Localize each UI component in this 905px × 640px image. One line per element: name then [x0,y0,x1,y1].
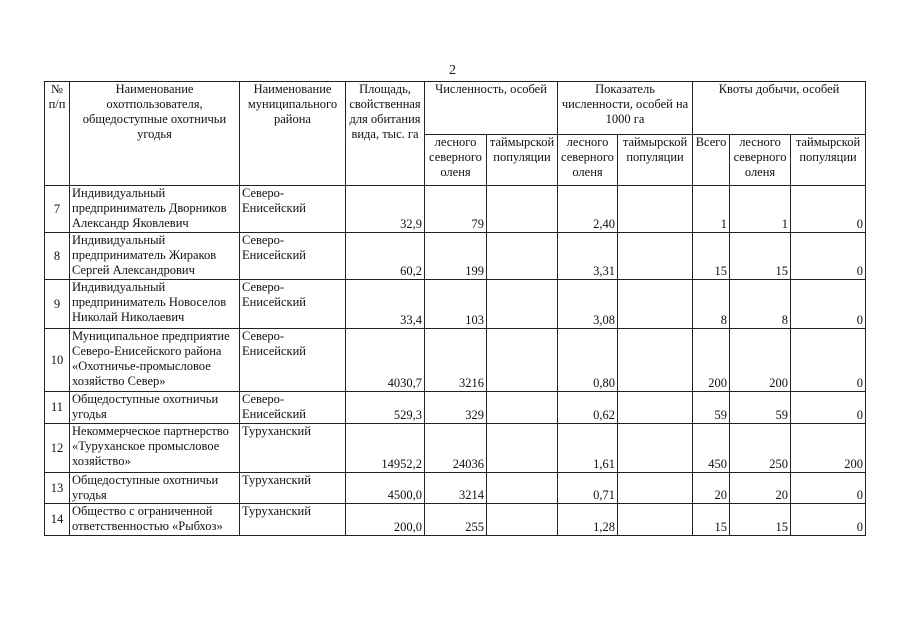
count-forest-value: 255 [425,504,487,536]
row-number: 13 [45,473,70,504]
table-row [45,392,866,424]
quota-forest-value: 15 [730,504,791,536]
count-forest-value: 3214 [425,473,487,504]
table-row [45,473,866,504]
density-forest-value: 0,80 [558,329,618,392]
header-density-taimyr: таймырской популяции [618,135,693,186]
row-number: 9 [45,280,70,329]
count-taimyr-value [487,504,558,536]
table-row [45,233,866,280]
header-user: Наименование охотпользователя, общедоступные охотничьи угодья [70,82,240,186]
district-name: Туруханский [240,424,346,473]
quota-taimyr-value: 0 [791,329,866,392]
header-count: Численность, особей [425,82,558,135]
count-forest-value: 24036 [425,424,487,473]
area-value: 200,0 [346,504,425,536]
density-taimyr-value [618,473,693,504]
hunting-user-name: Муниципальное предприятие Северо-Енисейского района «Охотничье-промысловое хозяйство Север» [70,329,240,392]
header-area: Площадь, свойственная для обитания вида, тыс. га [346,82,425,186]
density-forest-value: 3,31 [558,233,618,280]
count-forest-value: 329 [425,392,487,424]
count-taimyr-value [487,233,558,280]
row-number: 11 [45,392,70,424]
row-number: 10 [45,329,70,392]
hunting-user-name: Индивидуальный предприниматель Дворников Александр Яковлевич [70,186,240,233]
quota-taimyr-value: 0 [791,280,866,329]
quota-forest-value: 59 [730,392,791,424]
area-value: 4030,7 [346,329,425,392]
density-taimyr-value [618,504,693,536]
header-quota-forest: лесного северного оленя [730,135,791,186]
hunting-user-name: Общедоступные охотничьи угодья [70,473,240,504]
district-name: Северо-Енисейский [240,280,346,329]
count-forest-value: 3216 [425,329,487,392]
table-row [45,504,866,536]
district-name: Северо-Енисейский [240,233,346,280]
header-quota: Квоты добычи, особей [693,82,866,135]
density-taimyr-value [618,329,693,392]
table-row [45,280,866,329]
row-number: 8 [45,233,70,280]
table-row [45,186,866,233]
hunting-user-name: Индивидуальный предприниматель Новоселов Николай Николаевич [70,280,240,329]
density-taimyr-value [618,233,693,280]
quota-total-value: 1 [693,186,730,233]
density-forest-value: 1,61 [558,424,618,473]
count-taimyr-value [487,186,558,233]
density-taimyr-value [618,424,693,473]
quota-total-value: 15 [693,233,730,280]
header-quota-total: Всего [693,135,730,186]
quota-total-value: 15 [693,504,730,536]
quota-total-value: 59 [693,392,730,424]
table-row [45,329,866,392]
area-value: 4500,0 [346,473,425,504]
header-quota-taimyr: таймырской популяции [791,135,866,186]
district-name: Туруханский [240,473,346,504]
hunting-user-name: Общество с ограниченной ответственностью «Рыбхоз» [70,504,240,536]
hunting-user-name: Индивидуальный предприниматель Жираков Сергей Александрович [70,233,240,280]
density-taimyr-value [618,186,693,233]
count-taimyr-value [487,424,558,473]
header-count-taimyr: таймырской популяции [487,135,558,186]
quota-taimyr-value: 0 [791,473,866,504]
density-forest-value: 3,08 [558,280,618,329]
row-number: 7 [45,186,70,233]
quota-taimyr-value: 0 [791,504,866,536]
hunting-user-name: Общедоступные охотничьи угодья [70,392,240,424]
quota-forest-value: 20 [730,473,791,504]
quota-taimyr-value: 200 [791,424,866,473]
quota-taimyr-value: 0 [791,233,866,280]
area-value: 529,3 [346,392,425,424]
header-density-forest: лесного северного оленя [558,135,618,186]
density-forest-value: 1,28 [558,504,618,536]
table-row [45,424,866,473]
header-count-forest: лесного северного оленя [425,135,487,186]
hunting-user-name: Некоммерческое партнерство «Туруханское промысловое хозяйство» [70,424,240,473]
quota-forest-value: 200 [730,329,791,392]
quota-forest-value: 15 [730,233,791,280]
count-taimyr-value [487,473,558,504]
quota-table [44,81,866,536]
district-name: Северо-Енисейский [240,329,346,392]
count-taimyr-value [487,280,558,329]
quota-total-value: 8 [693,280,730,329]
quota-taimyr-value: 0 [791,186,866,233]
count-forest-value: 79 [425,186,487,233]
quota-total-value: 20 [693,473,730,504]
count-taimyr-value [487,329,558,392]
count-forest-value: 199 [425,233,487,280]
row-number: 14 [45,504,70,536]
density-taimyr-value [618,392,693,424]
header-density: Показатель численности, особей на 1000 га [558,82,693,135]
density-forest-value: 0,71 [558,473,618,504]
header-district: Наименование муниципального района [240,82,346,186]
area-value: 32,9 [346,186,425,233]
count-forest-value: 103 [425,280,487,329]
quota-forest-value: 250 [730,424,791,473]
quota-taimyr-value: 0 [791,392,866,424]
district-name: Северо-Енисейский [240,186,346,233]
header-num: № п/п [45,82,70,186]
row-number: 12 [45,424,70,473]
quota-forest-value: 1 [730,186,791,233]
density-taimyr-value [618,280,693,329]
density-forest-value: 2,40 [558,186,618,233]
district-name: Туруханский [240,504,346,536]
quota-total-value: 450 [693,424,730,473]
density-forest-value: 0,62 [558,392,618,424]
area-value: 14952,2 [346,424,425,473]
area-value: 33,4 [346,280,425,329]
area-value: 60,2 [346,233,425,280]
page-number: 2 [449,63,456,78]
district-name: Северо-Енисейский [240,392,346,424]
quota-forest-value: 8 [730,280,791,329]
quota-total-value: 200 [693,329,730,392]
count-taimyr-value [487,392,558,424]
